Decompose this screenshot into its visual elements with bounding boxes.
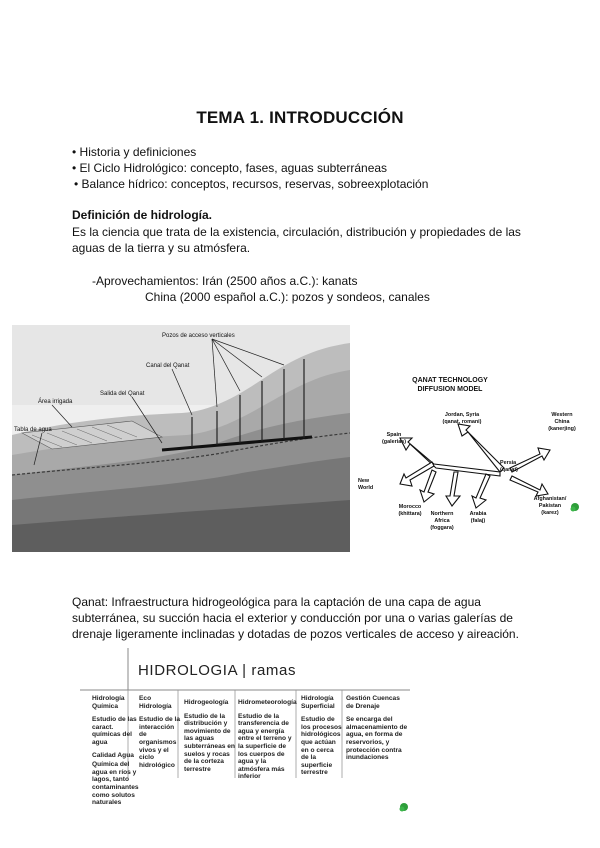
definition-body: Es la ciencia que trata de la existencia, circulación, distribución y propiedades de las aguas de la tierra y su atmósfera. [72, 225, 521, 255]
col-gestion-cuencas [346, 695, 408, 767]
bullet-cycle: • El Ciclo Hidrológico: concepto, fases, aguas subterráneas [72, 161, 388, 175]
map-new-world-2: World [358, 485, 374, 491]
page-title: TEMA 1. INTRODUCCIÓN [196, 108, 404, 127]
label-area-irrigada: Área irrigada [38, 399, 73, 405]
map-afghan-1: Afghanistan/ [533, 496, 567, 502]
map-africa-1: Northern [430, 511, 454, 517]
map-new-world-1: New [358, 478, 370, 484]
qanat-diffusion-map [350, 372, 582, 540]
map-africa-3: (foggara) [430, 525, 454, 531]
green-leaf-icon [398, 801, 410, 813]
col-hidrogeologia [184, 699, 238, 778]
map-persia-1: Persia [500, 460, 517, 466]
aprovechamientos-line-2: China (2000 español a.C.): pozos y sondeos, canales [145, 290, 430, 304]
col-heading: Hidrología Superficial [301, 695, 335, 710]
map-afghan-2: Pakistan [538, 503, 562, 509]
map-title-2: DIFFUSION MODEL [417, 386, 483, 393]
map-arabia-1: Arabia [469, 511, 487, 517]
map-wchina-2: China [554, 419, 570, 425]
map-afghan-3: (karez) [541, 510, 559, 516]
col-body: Estudio de la interacción de organismos vivos y el ciclo hidrológico [139, 716, 181, 769]
map-title-1: QANAT TECHNOLOGY [412, 377, 488, 384]
col-body: Se encarga del almacenamiento de agua, en forma de reservorios, y protección contra inundaciones [346, 716, 408, 762]
col-heading-2: Calidad Agua [92, 751, 134, 759]
col-body: Estudio de la distribución y movimiento de las aguas subterráneas en suelos y rocas de la corteza terrestre [184, 712, 235, 773]
col-body: Estudio de las caract. químicas del agua [92, 716, 137, 746]
label-canal: Canal del Qanat [146, 363, 190, 369]
col-body: Estudio de los procesos hidrológicos que actúan en o cerca de la superficie terrestre [301, 716, 342, 777]
map-spain-1: Spain [386, 432, 402, 438]
map-wchina-3: (kanerjing) [548, 426, 576, 432]
map-persia-2: (qanat) [500, 467, 518, 473]
col-hidro-quimica [92, 695, 138, 812]
col-hidro-superficial [301, 695, 343, 782]
qanat-definition: Qanat: Infraestructura hidrogeológica para la captación de una capa de agua subterránea, su succión hacia el exterior y conducción por una o varias galerías de drenaje ligeramente inclinadas y dotadas de pozos verticales de acceso y aireación. [72, 595, 519, 641]
qanat-cross-section-diagram [12, 325, 350, 552]
col-heading: Gestión Cuencas de Drenaje [346, 695, 400, 710]
col-heading: Eco Hidrología [139, 695, 172, 710]
map-jordan-1: Jordan, Syria [444, 412, 480, 418]
label-pozos: Pozos de acceso verticales [162, 333, 235, 339]
green-leaf-icon [569, 501, 581, 513]
hydrology-title: HIDROLOGIA | ramas [138, 662, 297, 679]
label-tabla-agua: Tabla de agua [14, 427, 52, 433]
map-wchina-1: Western [551, 412, 573, 418]
col-heading: Hidrogeología [184, 699, 229, 706]
definition-heading: Definición de hidrología. [72, 208, 213, 222]
bullet-balance: • Balance hídrico: conceptos, recursos, reservas, sobreexplotación [74, 177, 429, 191]
map-morocco-2: (khittara) [398, 511, 422, 517]
col-heading: Hidrometeorología [238, 699, 297, 706]
map-arabia-2: (falaj) [470, 518, 486, 524]
col-body-2: Química del agua en ríos y lagos, tanto contaminantes como solutos naturales [92, 761, 139, 807]
col-heading: Hidrología Química [92, 695, 125, 710]
map-jordan-2: (qanat, romani) [442, 419, 482, 425]
col-hidrometeorologia [238, 699, 296, 786]
bullet-history: • Historia y definiciones [72, 145, 197, 159]
map-spain-2: (galerias) [382, 439, 406, 445]
map-africa-2: Africa [434, 518, 450, 524]
col-body: Estudio de la transferencia de agua y energía entre el terreno y la superficie de los cuerpos de agua y la atmósfera más inferior [238, 712, 292, 781]
map-morocco-1: Morocco [398, 504, 422, 510]
aprovechamientos-line-1: -Aprovechamientos: Irán (2500 años a.C.): kanats [92, 274, 358, 288]
col-eco-hidrologia [139, 695, 183, 774]
label-salida: Salida del Qanat [100, 391, 145, 397]
